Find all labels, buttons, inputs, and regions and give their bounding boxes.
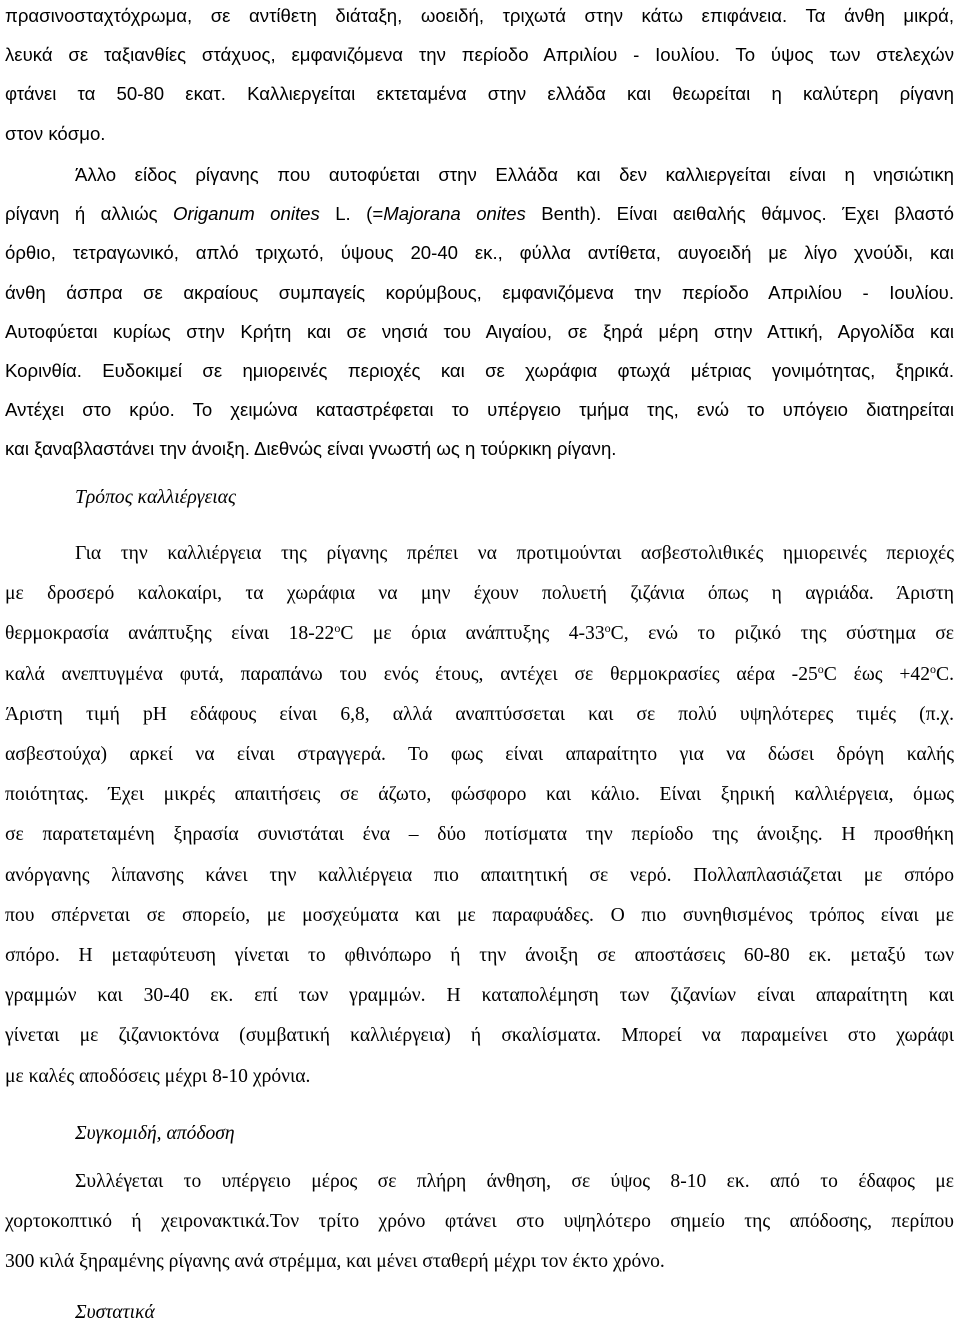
text-line: και ξαναβλαστάνει την άνοιξη. Διεθνώς είναι γνωστή ως η τούρκικη ρίγανη. — [5, 438, 617, 460]
degree-superscript: ο — [930, 661, 937, 676]
text-fragment: Για την καλλιέργεια της ρίγανης πρέπει να προτιμούνται ασβεστολιθικές ημιορεινές περιοχές — [75, 543, 954, 564]
text-line: γίνεται με ζιζανιοκτόνα (συμβατική καλλιέργεια) ή σκαλίσματα. Μπορεί να παραμείνει στο χωράφι — [5, 1025, 954, 1047]
text-line — [5, 655, 954, 695]
text-line: λευκά σε ταξιανθίες στάχυος, εμφανιζόμενα την περίοδο Απριλίου - Ιουλίου. Το ύψος των στελεχών — [5, 44, 954, 66]
species-name-italic: Origanum onites — [173, 203, 320, 225]
text-line: πρασινοσταχτόχρωμα, σε αντίθετη διάταξη, ωοειδή, τριχωτά στην κάτω επιφάνεια. Τα άνθη μικρά, — [5, 5, 954, 26]
text-fragment: C, ενώ το ριζικό της σύστημα σε — [610, 623, 954, 645]
species-name-italic: Majorana onites — [383, 203, 526, 225]
text-line: ασβεστούχα) αρκεί να είναι στραγγερά. Το φως είναι απαραίτητο για να δώσει δρόγη καλής — [5, 744, 954, 766]
text-line: με δροσερό καλοκαίρι, τα χωράφια να μην έχουν πολυετή ζιζάνια όπως η αγριάδα. Άριστη — [5, 583, 954, 605]
degree-superscript: ο — [817, 661, 824, 676]
text-fragment: Συλλέγεται το υπέργειο μέρος σε πλήρη άνθηση, σε ύψος 8-10 εκ. από το έδαφος με — [75, 1171, 954, 1192]
text-fragment: καλά ανεπτυγμένα φυτά, παραπάνω του ενός έτους, αντέχει σε θερμοκρασίες αέρα -25 — [5, 663, 818, 685]
text-line: σε παρατεταμένη ξηρασία συνιστάται ένα – δύο ποτίσματα την περίοδο της άνοιξης. Η προσθήκη — [5, 824, 954, 846]
text-fragment: C με όρια ανάπτυξης 4-33 — [340, 623, 605, 645]
paragraph-origanum-onites — [5, 155, 954, 469]
text-line: φτάνει τα 50-80 εκατ. Καλλιεργείται εκτεταμένα στην ελλάδα και θεωρείται η καλύτερη ρίγανη — [5, 83, 954, 105]
text-line: που σπέρνεται σε σπορείο, με μοσχεύματα και με παραφυάδες. Ο πιο συνηθισμένος τρόπος είναι με — [5, 904, 954, 926]
paragraph-cultivation — [5, 534, 954, 1097]
text-line: ποιότητας. Έχει μικρές απαιτήσεις σε άζωτο, φώσφορο και κάλιο. Είναι ξηρική καλλιέργεια, όμως — [5, 784, 954, 806]
text-line — [5, 155, 954, 194]
section-heading-cultivation: Τρόπος καλλιέργειας — [75, 487, 236, 508]
text-line: Αυτοφύεται κυρίως στην Κρήτη και σε νησιά του Αιγαίου, σε ξηρά μέρη στην Αττική, Αργολίδα και — [5, 320, 954, 342]
section-heading-ingredients: Συστατικά — [75, 1302, 155, 1323]
text-line: χορτοκοπτικό ή χειρονακτικά.Τον τρίτο χρόνο φτάνει στο υψηλότερο σημείο της απόδοσης, περίπου — [5, 1211, 954, 1233]
text-line: γραμμών και 30-40 εκ. επί των γραμμών. Η καταπολέμηση των ζιζανίων είναι απαραίτητη και — [5, 985, 954, 1007]
text-line: σπόρο. Η μεταφύτευση γίνεται το φθινόπωρο ή την άνοιξη σε αποστάσεις 60-80 εκ. μεταξύ των — [5, 945, 954, 967]
text-fragment: ρίγανη ή αλλιώς — [5, 203, 174, 225]
text-line — [5, 194, 954, 233]
degree-superscript: ο — [604, 621, 611, 636]
text-line — [5, 1162, 954, 1202]
text-fragment: θερμοκρασία ανάπτυξης είναι 18-22 — [5, 623, 335, 645]
paragraph-origanum-description — [5, 0, 954, 153]
text-line: στον κόσμο. — [5, 122, 106, 144]
text-line: Άριστη τιμή pH εδάφους είναι 6,8, αλλά αναπτύσσεται και σε πολύ υψηλότερες τιμές (π.χ. — [5, 703, 954, 725]
text-fragment: C. — [936, 663, 954, 685]
text-line: Κορινθία. Ευδοκιμεί σε ημιορεινές περιοχές και σε χωράφια φτωχά μέτριας γονιμότητας, ξηρικά. — [5, 360, 954, 382]
text-fragment: Benth). Είναι αειθαλής θάμνος. Έχει βλαστό — [525, 203, 955, 225]
text-line — [5, 534, 954, 574]
degree-superscript: ο — [334, 621, 341, 636]
text-line: με καλές αποδόσεις μέχρι 8-10 χρόνια. — [5, 1065, 311, 1087]
text-fragment: Άλλο είδος ρίγανης που αυτοφύεται στην Ελλάδα και δεν καλλιεργείται είναι η νησιώτικη — [75, 164, 954, 185]
text-line — [5, 614, 954, 654]
text-line: ανόργανης λίπανσης κάνει την καλλιέργεια πιο απαιτητική σε νερό. Πολλαπλασιάζεται με σπόρο — [5, 864, 954, 886]
text-line: 300 κιλά ξηραμένης ρίγανης ανά στρέμμα, και μένει σταθερή μέχρι τον έκτο χρόνο. — [5, 1251, 665, 1273]
text-line: όρθιο, τετραγωνικό, απλό τριχωτό, ύψους 20-40 εκ., φύλλα αντίθετα, αυγοειδή με λίγο χνούδι, και — [5, 242, 954, 264]
text-line: Αντέχει στο κρύο. Το χειμώνα καταστρέφεται το υπέργειο τμήμα της, ενώ το υπόγειο διατηρείται — [5, 399, 954, 421]
text-fragment: L. (= — [319, 203, 384, 225]
paragraph-harvest — [5, 1162, 954, 1283]
text-line: άνθη άσπρα σε ακραίους συμπαγείς κορύμβους, εμφανιζόμενα την περίοδο Απριλίου - Ιουλίου. — [5, 281, 954, 303]
section-heading-harvest: Συγκομιδή, απόδοση — [75, 1123, 235, 1144]
text-fragment: C έως +42 — [823, 663, 931, 685]
